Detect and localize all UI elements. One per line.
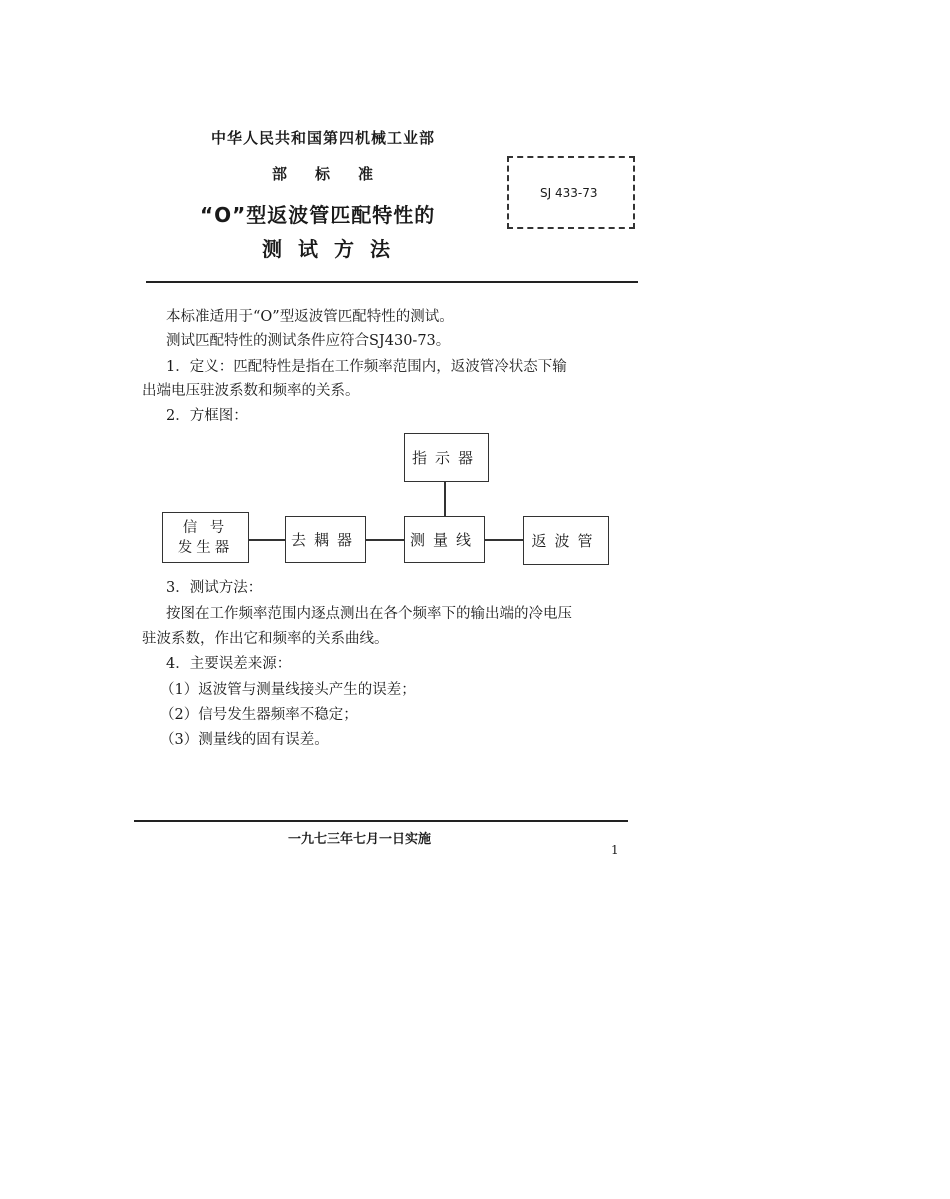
signal-generator-label-1: 信 号 [182, 519, 229, 536]
intro-paragraph-2: 测试匹配特性的测试条件应符合SJ430-73。 [166, 333, 451, 349]
standard-label: 部标准 [272, 165, 402, 183]
intro-paragraph-1: 本标准适用于“O”型返波管匹配特性的测试。 [166, 309, 454, 325]
diagram-heading: 2．方框图： [166, 408, 248, 424]
error-item-1: （1）返波管与测量线接头产生的误差； [160, 682, 416, 698]
definition-line-1: 1．定义：匹配特性是指在工作频率范围内，返波管冷状态下输 [166, 359, 567, 375]
top-divider [146, 281, 638, 283]
method-line-1: 按图在工作频率范围内逐点测出在各个频率下的输出端的冷电压 [166, 606, 572, 622]
signal-generator-box [162, 512, 249, 563]
bwo-box: 返波管 [523, 516, 609, 565]
bottom-divider [134, 820, 628, 822]
ministry-name: 中华人民共和国第四机械工业部 [211, 129, 436, 147]
decoupler-box: 去耦器 [285, 516, 366, 563]
connector-decoupler-line [366, 539, 404, 541]
title-line-1: “O”型返波管匹配特性的 [200, 203, 436, 227]
page-number: 1 [611, 843, 619, 857]
errors-heading: 4．主要误差来源： [166, 656, 292, 672]
error-item-2: （2）信号发生器频率不稳定； [160, 707, 358, 723]
connector-siggen-decoupler [249, 539, 285, 541]
measuring-line-box: 测量线 [404, 516, 485, 563]
title-line-2: 测试方法 [262, 237, 406, 261]
method-line-2: 驻波系数，作出它和频率的关系曲线。 [142, 631, 389, 647]
method-heading: 3．测试方法： [166, 580, 263, 596]
standard-code: SJ 433-73 [540, 186, 598, 200]
definition-line-2: 出端电压驻波系数和频率的关系。 [142, 383, 360, 399]
indicator-box: 指示器 [404, 433, 489, 482]
connector-indicator [444, 482, 446, 516]
effective-date: 一九七三年七月一日实施 [288, 832, 432, 847]
error-item-3: （3）测量线的固有误差。 [160, 732, 329, 748]
signal-generator-label-2: 发生器 [177, 539, 234, 556]
connector-line-bwo [485, 539, 523, 541]
